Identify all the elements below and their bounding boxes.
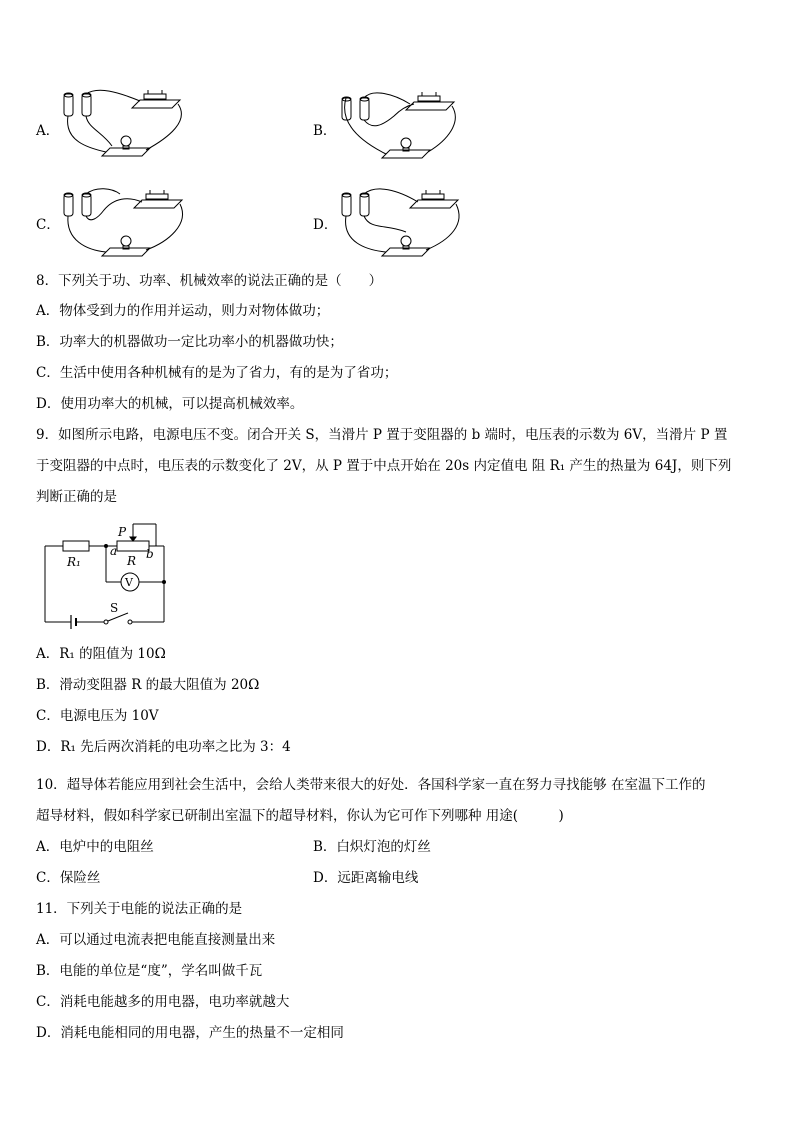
q7-option-d-label: D． [313,217,338,233]
q10-option-a: A．电炉中的电阻丝 [36,839,154,855]
q9-stem-line-2: 于变阻器的中点时，电压表的示数变化了 2V，从 P 置于中点开始在 20s 内定值电 阻 R₁ 产生的热量为 64J，则下列 [36,458,732,474]
q9-resistor-r1 [63,541,89,551]
q11-option-a: A．可以通过电流表把电能直接测量出来 [36,932,276,948]
q8-stem: 8．下列关于功、功率、机械效率的说法正确的是（ ） [36,273,383,289]
q11-option-d: D．消耗电能相同的用电器，产生的热量不一定相同 [36,1025,344,1041]
q9-option-b: B．滑动变阻器 R 的最大阻值为 20Ω [36,677,260,693]
q9-option-a: A．R₁ 的阻值为 10Ω [36,646,166,662]
q9-label-r: R [127,554,137,568]
q9-label-r1: R₁ [67,555,81,569]
q9-circuit-diagram [40,518,170,630]
q7-circuit-a-image [58,86,188,164]
q11-stem: 11．下列关于电能的说法正确的是 [36,901,243,917]
q10-option-c: C．保险丝 [36,870,101,886]
q9-label-a: a [110,544,118,558]
q9-label-s: S [110,601,119,615]
q9-option-d: D．R₁ 先后两次消耗的电功率之比为 3：4 [36,739,291,755]
q10-option-d: D．远距离输电线 [313,870,419,886]
q8-option-d: D．使用功率大的机械，可以提高机械效率。 [36,396,304,412]
q9-label-b: b [146,547,154,561]
q11-option-c: C．消耗电能越多的用电器，电功率就越大 [36,994,290,1010]
q10-stem-line-2: 超导材料，假如科学家已研制出室温下的超导材料，你认为它可作下列哪种 用途( ) [36,808,564,824]
q9-option-c: C．电源电压为 10V [36,708,159,724]
q7-option-a-label: A． [36,123,60,139]
q9-rheostat-r [117,541,149,551]
q7-circuit-d-image [336,184,466,264]
q7-option-c-label: C． [36,217,60,233]
q7-circuit-b-image [336,86,466,164]
q8-option-b: B．功率大的机器做功一定比功率小的机器做功快； [36,334,343,350]
q10-stem-line-1: 10．超导体若能应用到社会生活中，会给人类带来很大的好处．各国科学家一直在努力寻找能够 在室温下工作的 [36,777,706,793]
q9-label-v: V [125,576,133,589]
q9-stem-line-1: 9．如图所示电路，电源电压不变。闭合开关 S，当滑片 P 置于变阻器的 b 端时，电压表的示数为 6V，当滑片 P 置 [36,427,728,443]
q8-option-a: A．物体受到力的作用并运动，则力对物体做功； [36,303,330,319]
q8-option-c: C．生活中使用各种机械有的是为了省力，有的是为了省功； [36,365,398,381]
q9-stem-line-3: 判断正确的是 [36,489,117,505]
q9-label-p: P [118,525,127,539]
q11-option-b: B．电能的单位是“度”，学名叫做千瓦 [36,963,263,979]
q7-circuit-c-image [58,184,188,264]
q7-option-b-label: B． [313,123,337,139]
q10-option-b: B．白炽灯泡的灯丝 [313,839,431,855]
